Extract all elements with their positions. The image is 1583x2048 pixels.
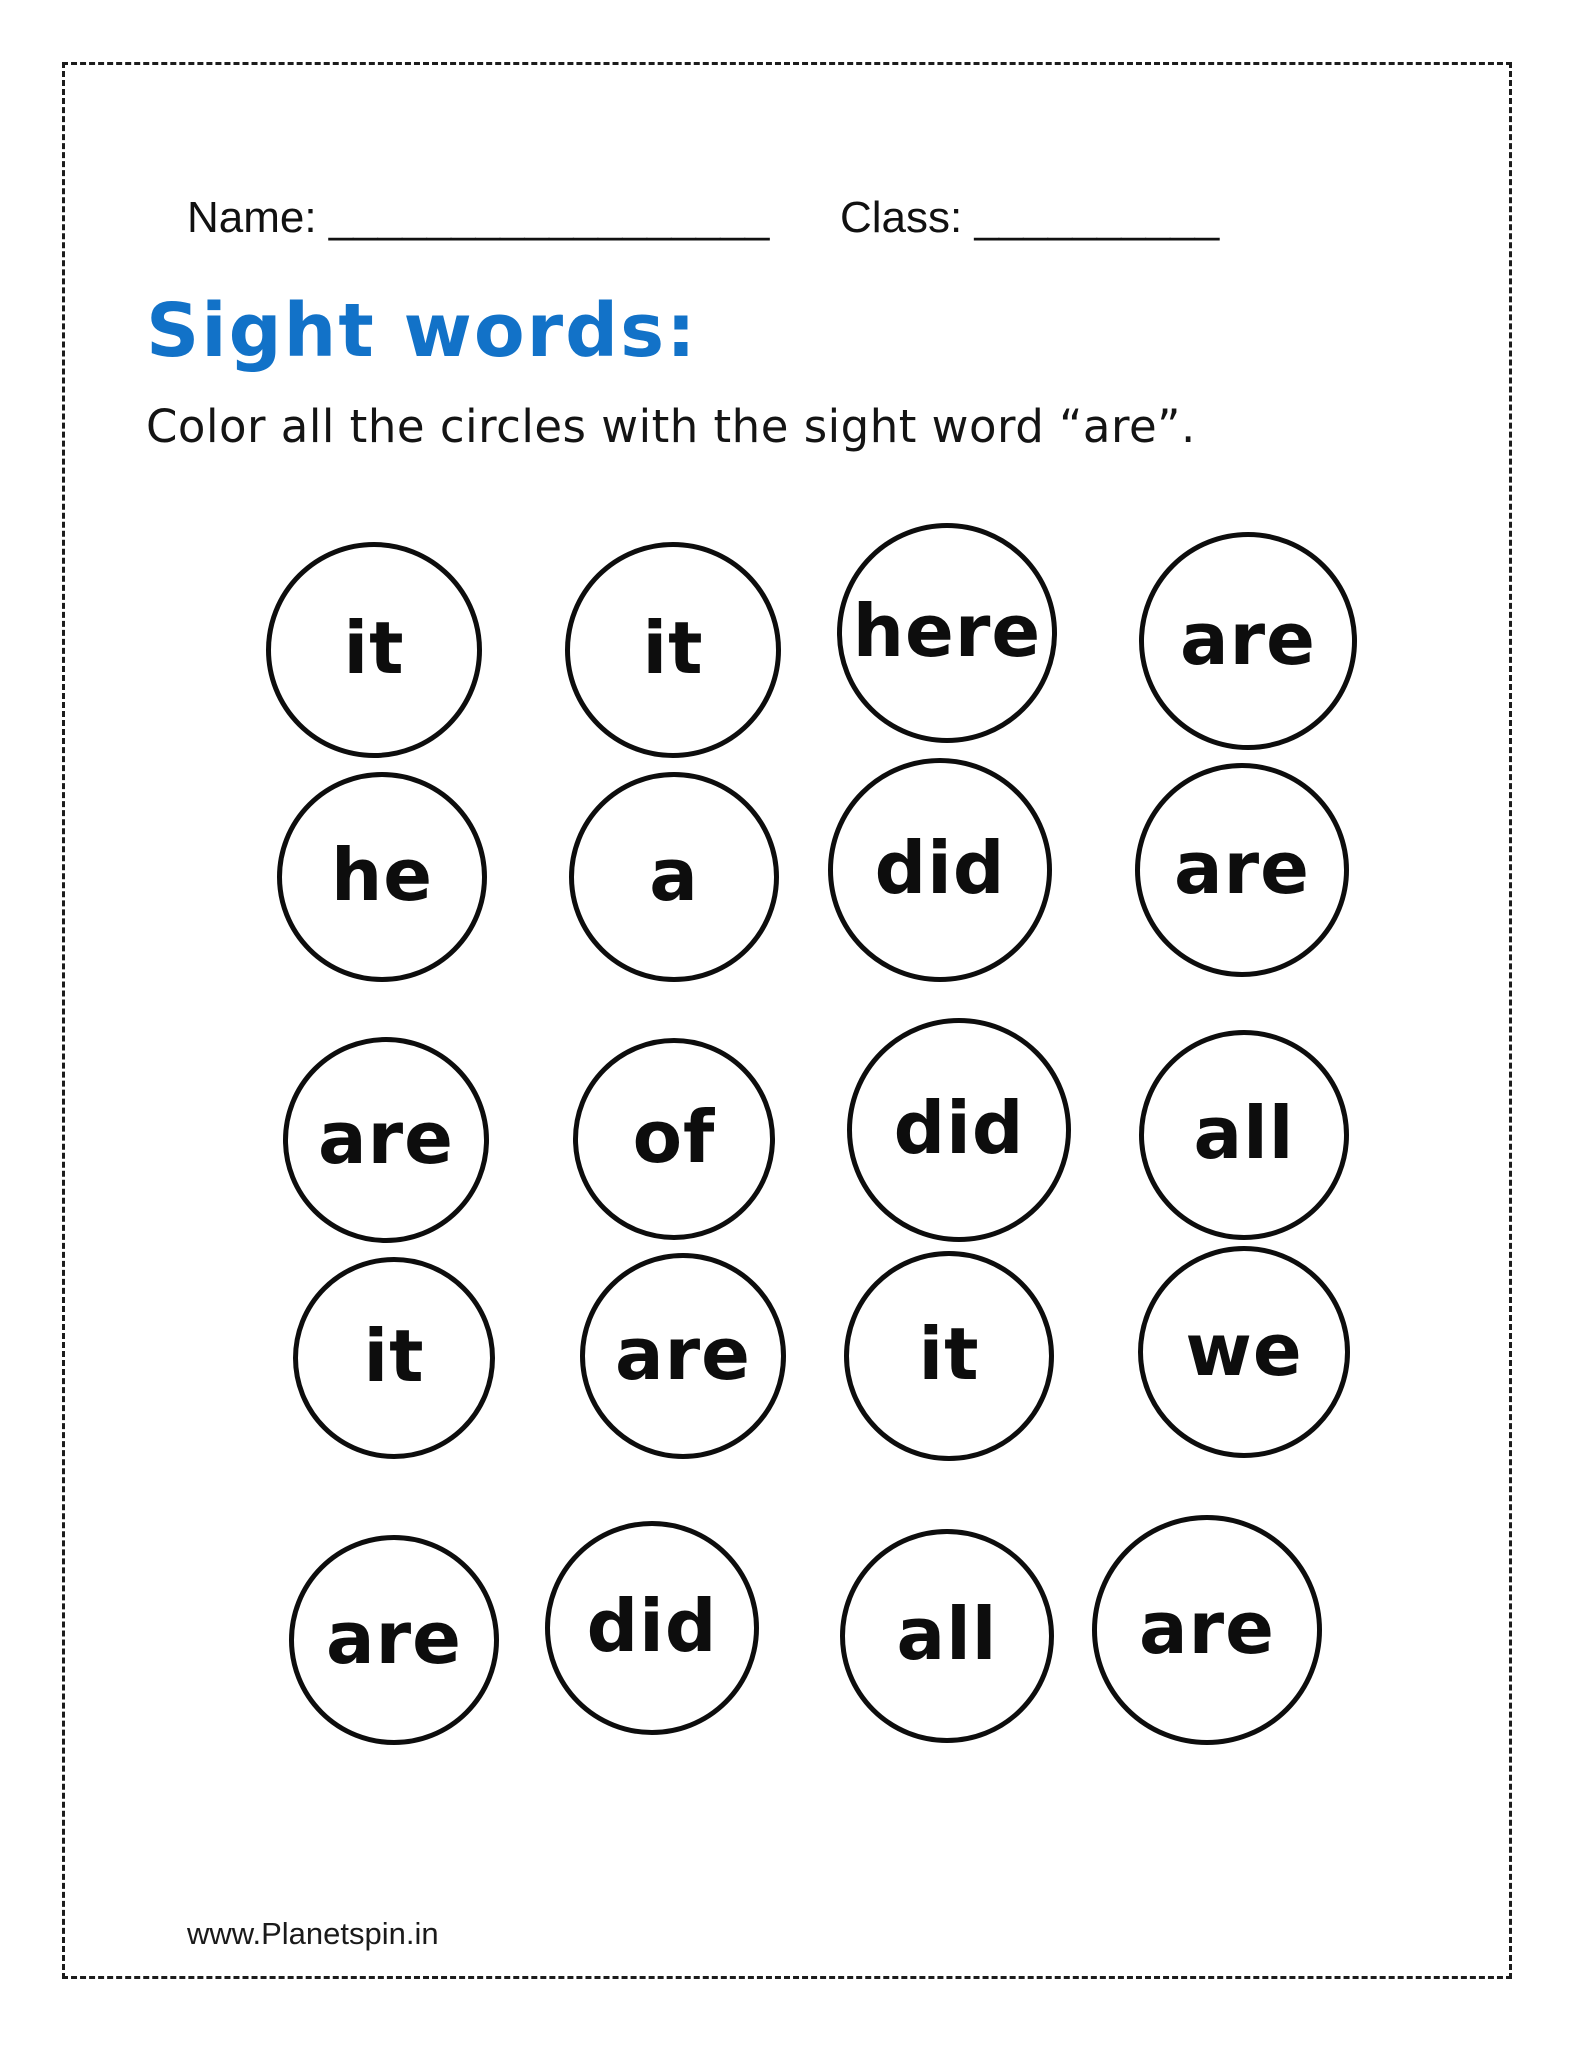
word-circle-row5-col4[interactable] — [1092, 1515, 1322, 1745]
word-circle-row2-col1[interactable] — [277, 772, 487, 982]
circle-word: we — [1185, 1308, 1303, 1392]
page-title: Sight words: — [146, 288, 698, 374]
word-circle-row1-col4[interactable] — [1139, 532, 1357, 750]
word-circle-row4-col4[interactable] — [1138, 1246, 1350, 1458]
word-circle-row3-col2[interactable] — [573, 1038, 775, 1240]
circle-word: a — [649, 833, 699, 917]
instruction-text: Color all the circles with the sight word “are”. — [146, 400, 1196, 453]
website-footer: www.Planetspin.in — [187, 1916, 439, 1951]
class-blank-line[interactable]: __________ — [974, 193, 1220, 242]
circle-word: he — [330, 833, 434, 917]
circle-word: are — [1180, 597, 1316, 681]
name-blank-line[interactable]: __________________ — [328, 193, 770, 242]
circle-word: are — [615, 1312, 751, 1396]
word-circle-row1-col3[interactable] — [837, 523, 1057, 743]
word-circle-row3-col4[interactable] — [1139, 1030, 1349, 1240]
name-field-group — [187, 192, 769, 244]
circle-word: it — [343, 606, 405, 690]
circle-word: did — [874, 826, 1006, 910]
word-circle-row5-col3[interactable] — [840, 1529, 1054, 1743]
word-circle-row2-col2[interactable] — [569, 772, 779, 982]
circle-word: are — [318, 1096, 454, 1180]
word-circle-row4-col3[interactable] — [844, 1251, 1054, 1461]
word-circle-row1-col2[interactable] — [565, 542, 781, 758]
circle-word: it — [363, 1314, 425, 1398]
circle-word: all — [1193, 1091, 1295, 1175]
word-circle-row2-col3[interactable] — [828, 758, 1052, 982]
circle-word: did — [893, 1086, 1025, 1170]
class-label: Class: — [840, 193, 963, 242]
class-field-group — [840, 192, 1219, 244]
circle-word: it — [642, 606, 704, 690]
circle-word: did — [586, 1584, 718, 1668]
circle-word: here — [852, 589, 1042, 673]
circle-word: are — [1139, 1586, 1275, 1670]
header-fill-row — [0, 192, 1583, 252]
circle-word: are — [326, 1596, 462, 1680]
circle-word: are — [1174, 826, 1310, 910]
word-circle-row3-col1[interactable] — [283, 1037, 489, 1243]
word-circle-row5-col2[interactable] — [545, 1521, 759, 1735]
word-circle-row4-col2[interactable] — [580, 1253, 786, 1459]
name-label: Name: — [187, 193, 317, 242]
word-circle-row2-col4[interactable] — [1135, 763, 1349, 977]
word-circle-row4-col1[interactable] — [293, 1257, 495, 1459]
word-circle-row1-col1[interactable] — [266, 542, 482, 758]
circle-word: it — [918, 1312, 980, 1396]
word-circle-row5-col1[interactable] — [289, 1535, 499, 1745]
circle-word: of — [632, 1095, 716, 1179]
circle-word: all — [896, 1592, 998, 1676]
word-circle-row3-col3[interactable] — [847, 1018, 1071, 1242]
